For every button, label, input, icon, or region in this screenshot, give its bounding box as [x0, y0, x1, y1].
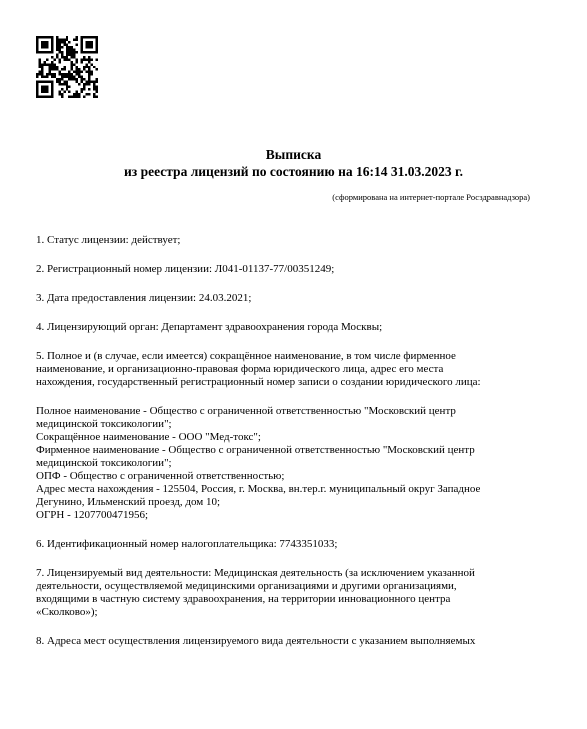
license-status: 1. Статус лицензии: действует; — [36, 234, 181, 246]
text-line: входящими в частную систему здравоохранения, на территории инновационного центра — [36, 593, 451, 605]
licensed-activity — [36, 567, 556, 619]
text-line: ОГРН - 1207700471956; — [36, 509, 149, 521]
taxpayer-id: 6. Идентификационный номер налогоплательщика: 7743351033; — [36, 538, 338, 550]
document-body — [36, 234, 556, 648]
organization-names-heading — [36, 350, 556, 389]
qr-code-icon — [36, 36, 98, 98]
text-line: медицинской токсикологии"; — [36, 418, 172, 430]
text-line: нахождения, государственный регистрационный номер записи о создании юридического лица: — [36, 376, 481, 388]
document-heading — [0, 146, 587, 180]
license-date: 3. Дата предоставления лицензии: 24.03.2021; — [36, 292, 252, 304]
source-note: (сформирована на интернет-портале Росздравнадзора) — [332, 192, 530, 202]
text-line: Дегунино, Ильменский проезд, дом 10; — [36, 496, 221, 508]
document-title: Выписка — [265, 147, 322, 162]
document-subtitle: из реестра лицензий по состоянию на 16:14 31.03.2023 г. — [124, 164, 463, 179]
license-number: 2. Регистрационный номер лицензии: Л041-01137-77/00351249; — [36, 263, 335, 275]
text-line: медицинской токсикологии"; — [36, 457, 172, 469]
text-line: Полное наименование - Общество с ограниченной ответственностью "Московский центр — [36, 405, 456, 417]
text-line: деятельности, осуществляемой медицинскими организациями и другими организациями, — [36, 580, 457, 592]
activity-addresses: 8. Адреса мест осуществления лицензируемого вида деятельности с указанием выполняемых — [36, 635, 476, 647]
text-line: ОПФ - Общество с ограниченной ответственностью; — [36, 470, 285, 482]
organization-details — [36, 405, 556, 522]
text-line: «Сколково»); — [36, 606, 98, 618]
text-line: наименование, и организационно-правовая форма юридического лица, адрес его места — [36, 363, 444, 375]
text-line: 7. Лицензируемый вид деятельности: Медицинская деятельность (за исключением указанной — [36, 567, 475, 579]
text-line: Фирменное наименование - Общество с ограниченной ответственностью "Московский центр — [36, 444, 475, 456]
text-line: Адрес места нахождения - 125504, Россия, г. Москва, вн.тер.г. муниципальный округ Западное — [36, 483, 481, 495]
text-line: Сокращённое наименование - ООО "Мед-токс"; — [36, 431, 261, 443]
licensing-authority: 4. Лицензирующий орган: Департамент здравоохранения города Москвы; — [36, 321, 383, 333]
text-line: 5. Полное и (в случае, если имеется) сокращённое наименование, в том числе фирменное — [36, 350, 456, 362]
